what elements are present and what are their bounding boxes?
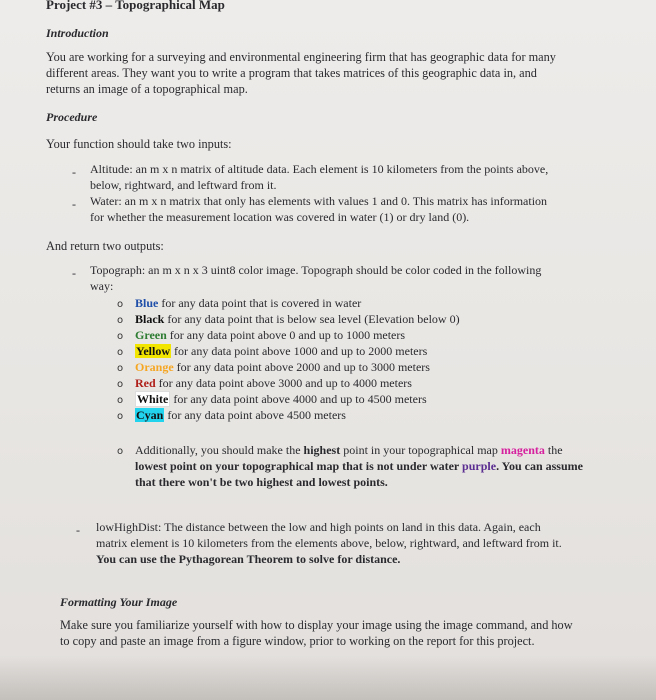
outputs-intro: And return two outputs: <box>46 239 164 253</box>
photo-shadow <box>0 656 656 700</box>
color-item-black <box>135 312 460 327</box>
inputs-intro: Your function should take two inputs: <box>46 137 232 151</box>
color-item-cyan <box>135 408 346 423</box>
additional-purple: purple <box>462 459 497 473</box>
output-lowhigh-line-2: matrix element is 10 kilometers from the elements above, below, rightward, and leftward from it. <box>96 536 562 550</box>
list-bullet-circle: o <box>117 411 124 422</box>
list-dash: - <box>76 523 80 537</box>
list-dash: - <box>72 165 76 179</box>
input-water-line-2: for whether the measurement location was covered in water (1) or dry land (0). <box>90 210 470 224</box>
introduction-line-3: returns an image of a topographical map. <box>46 82 248 96</box>
introduction-line-1: You are working for a surveying and environmental engineering firm that has geographic data for many <box>46 50 556 64</box>
additional-text: lowest point on your topographical map that is <box>135 459 377 473</box>
formatting-line-1: Make sure you familiarize yourself with how to display your image using the image command, and how <box>60 618 573 632</box>
color-word-blue: Blue <box>135 296 159 310</box>
color-desc-orange: for any data point above 2000 and up to 3000 meters <box>173 360 430 374</box>
additional-line-1 <box>135 443 563 458</box>
additional-text: under water <box>393 459 463 473</box>
list-bullet-circle: o <box>117 395 124 406</box>
additional-text: . You can assume <box>496 459 583 473</box>
color-item-white <box>135 392 427 407</box>
color-desc-cyan: for any data point above 4500 meters <box>164 408 346 422</box>
list-dash: - <box>72 197 76 211</box>
color-word-cyan: Cyan <box>136 408 164 422</box>
color-word-white: White <box>137 392 169 406</box>
formatting-heading: Formatting Your Image <box>60 595 178 609</box>
color-desc-blue: for any data point that is covered in water <box>158 296 362 310</box>
additional-text: the <box>544 443 563 457</box>
color-desc-green: for any data point above 0 and up to 1000 meters <box>166 328 406 342</box>
additional-line-2 <box>135 459 583 474</box>
introduction-line-2: different areas. They want you to write a program that takes matrices of this geographic data in, and <box>46 66 537 80</box>
list-bullet-circle: o <box>117 331 124 342</box>
output-topograph-line-1: Topograph: an m x n x 3 uint8 color image. Topograph should be color coded in the following <box>90 263 542 277</box>
page-title: Project #3 – Topographical Map <box>46 0 225 12</box>
input-altitude-line-1: Altitude: an m x n matrix of altitude data. Each element is 10 kilometers from the points above, <box>90 162 549 176</box>
additional-text: Additionally, you should make the <box>135 443 304 457</box>
color-item-blue <box>135 296 361 311</box>
color-word-black: Black <box>135 312 165 326</box>
color-desc-yellow: for any data point above 1000 and up to 2000 meters <box>171 344 428 358</box>
list-bullet-circle: o <box>117 363 124 374</box>
additional-bold-highest: highest <box>303 443 341 457</box>
list-bullet-circle: o <box>117 446 124 457</box>
color-desc-black: for any data point that is below sea level (Elevation below 0) <box>164 312 460 326</box>
output-lowhigh-line-1: lowHighDist: The distance between the low and high points on land in this data. Again, each <box>96 520 541 534</box>
additional-line-3: that there won't be two highest and lowest points. <box>135 475 388 489</box>
additional-magenta: magenta <box>500 443 545 457</box>
list-bullet-circle: o <box>117 379 124 390</box>
color-desc-red: for any data point above 3000 and up to 4000 meters <box>155 376 412 390</box>
additional-text: point in your topographical map <box>340 443 501 457</box>
color-item-red <box>135 376 412 391</box>
color-word-yellow: Yellow <box>136 344 170 358</box>
color-word-green: Green <box>135 328 167 342</box>
formatting-line-2: to copy and paste an image from a figure window, prior to working on the report for this project. <box>60 634 535 648</box>
color-word-orange: Orange <box>135 360 174 374</box>
output-topograph-line-2: way: <box>90 279 114 293</box>
input-water-line-1: Water: an m x n matrix that only has elements with values 1 and 0. This matrix has information <box>90 194 548 208</box>
color-desc-white: for any data point above 4000 and up to 4500 meters <box>170 392 427 406</box>
additional-bold-not: not <box>376 459 394 473</box>
input-altitude-line-2: below, rightward, and leftward from it. <box>90 178 277 192</box>
color-word-red: Red <box>135 376 156 390</box>
introduction-heading: Introduction <box>46 26 109 40</box>
list-dash: - <box>72 266 76 280</box>
color-item-green <box>135 328 405 343</box>
list-bullet-circle: o <box>117 315 124 326</box>
color-item-yellow <box>135 344 427 359</box>
output-lowhigh-line-3: You can use the Pythagorean Theorem to solve for distance. <box>96 552 401 566</box>
list-bullet-circle: o <box>117 347 124 358</box>
list-bullet-circle: o <box>117 299 124 310</box>
procedure-heading: Procedure <box>46 110 98 124</box>
color-item-orange <box>135 360 430 375</box>
